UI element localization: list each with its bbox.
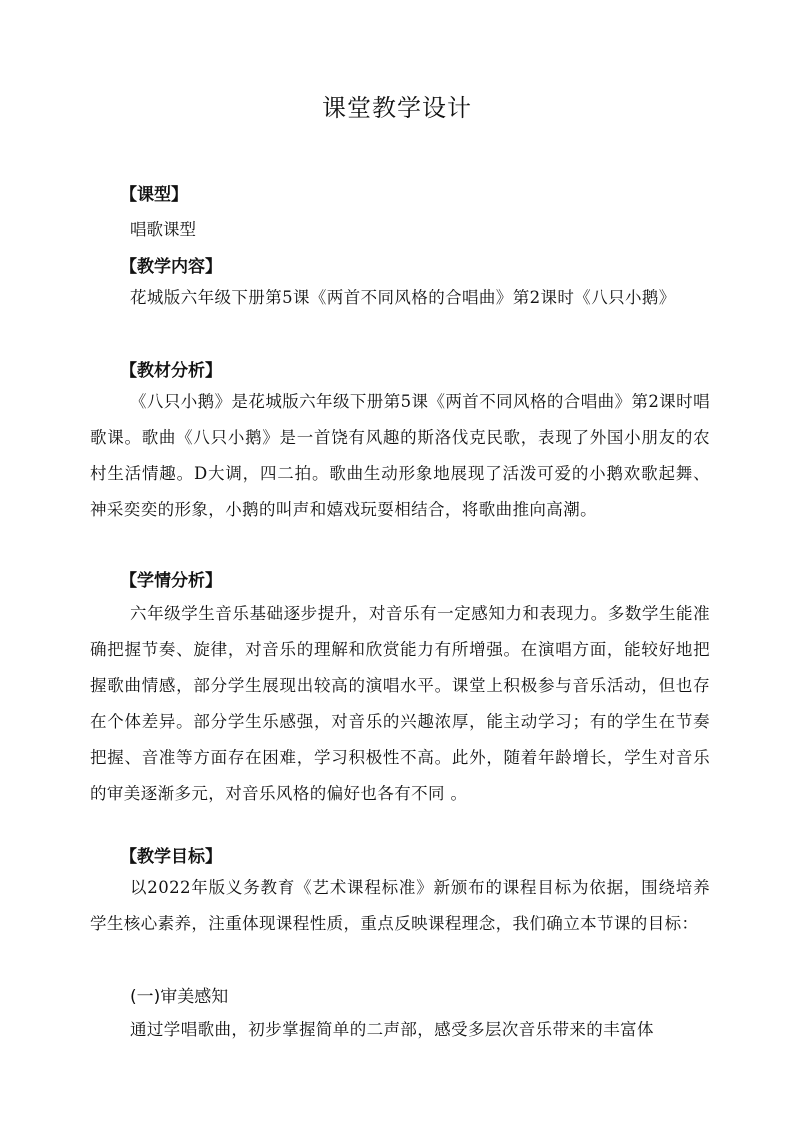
section-heading-material: 【教材分析】 — [120, 361, 222, 381]
subheading-aesthetic: (一)审美感知 — [130, 987, 229, 1007]
content-paragraph: 花城版六年级下册第5课《两首不同风格的合唱曲》第2课时《八只小鹅》 — [130, 288, 676, 307]
lesson-type-text: 唱歌课型 — [130, 220, 196, 239]
section-heading-content: 【教学内容】 — [120, 257, 222, 277]
section-heading-type: 【课型】 — [120, 185, 188, 205]
goal-paragraph: 以2022年版义务教育《艺术课程标准》新颁布的课程目标为依据，围绕培养学生核心素养，注重体现课程性质，重点反映课程理念，我们确立本节课的目标： — [90, 878, 710, 933]
material-paragraph: 《八只小鹅》是花城版六年级下册第5课《两首不同风格的合唱曲》第2课时唱歌课。歌曲《八只小鹅》是一首饶有风趣的斯洛伐克民歌，表现了外国小朋友的农村生活情趣。D大调，四二拍。歌曲生动形象地展现了活泼可爱的小鹅欢歌起舞、神采奕奕的形象，小鹅的叫声和嬉戏玩耍相结合，将歌曲推向高潮。 — [90, 392, 710, 519]
section-heading-goal: 【教学目标】 — [120, 847, 222, 867]
section-heading-learner: 【学情分析】 — [120, 571, 222, 591]
aesthetic-paragraph: 通过学唱歌曲，初步掌握简单的二声部，感受多层次音乐带来的丰富体 — [130, 1020, 654, 1039]
page-title: 课堂教学设计 — [322, 94, 472, 122]
learner-paragraph: 六年级学生音乐基础逐步提升，对音乐有一定感知力和表现力。多数学生能准确把握节奏、旋律，对音乐的理解和欣赏能力有所增强。在演唱方面，能较好地把握歌曲情感，部分学生展现出较高的演唱水平。课堂上积极参与音乐活动，但也存在个体差异。部分学生乐感强，对音乐的兴趣浓厚，能主动学习；有的学生在节奏把握、音准等方面存在困难，学习积极性不高。此外，随着年龄增长，学生对音乐的审美逐渐多元，对音乐风格的偏好也各有不同 。 — [90, 604, 710, 803]
